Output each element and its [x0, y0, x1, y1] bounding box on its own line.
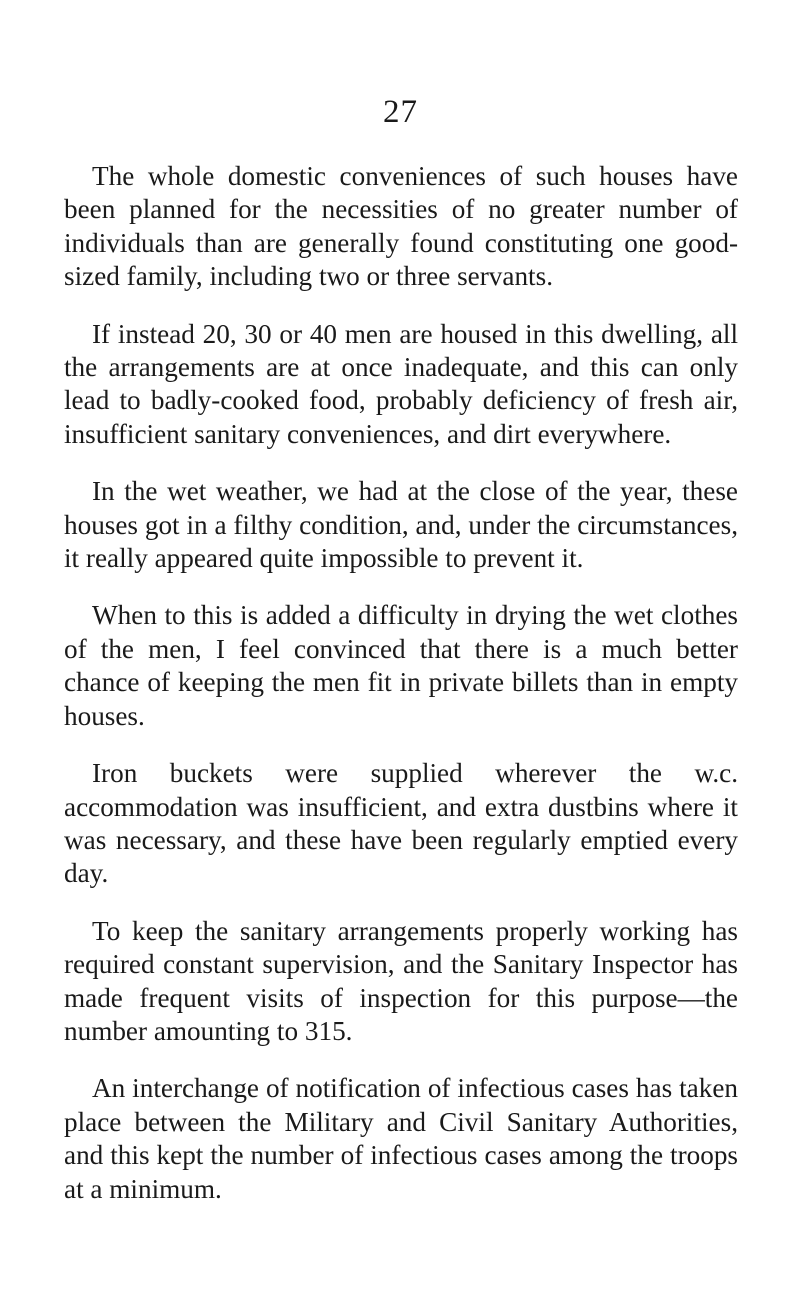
paragraph-4: When to this is added a difficulty in drying the wet clothes of the men, I feel convinced that there is a much better chance of keeping the men fit in private billets than in empty houses.	[64, 600, 738, 731]
paragraph-2: If instead 20, 30 or 40 men are housed in this dwelling, all the arrangements are at once inadequate, and this can only lead to badly-cooked food, probably deficiency of fresh air, insufficient sanitary conveniences, and dirt everywhere.	[64, 318, 738, 449]
paragraph-3: In the wet weather, we had at the close of the year, these houses got in a filthy condition, and, under the circumstances, it really appeared quite impossible to prevent it.	[64, 476, 738, 574]
paragraph-5: Iron buckets were supplied wherever the w.c. accommodation was insufficient, and extra dustbins where it was necessary, and these have been regularly emptied every day.	[64, 758, 738, 889]
body-text	[64, 160, 738, 1230]
page-number: 27	[383, 94, 418, 130]
paragraph-6: To keep the sanitary arrangements properly working has required constant supervision, and the Sanitary Inspector has made frequent visits of inspection for this purpose—the number amounting to 315.	[64, 915, 738, 1046]
paragraph-1: The whole domestic conveniences of such houses have been planned for the necessities of no greater number of individuals than are generally found constituting one good-sized family, including two or three servants.	[64, 161, 738, 292]
paragraph-7: An interchange of notification of infectious cases has taken place between the Military and Civil Sanitary Authorities, and this kept the number of infectious cases among the troops at a minimum.	[64, 1073, 738, 1204]
